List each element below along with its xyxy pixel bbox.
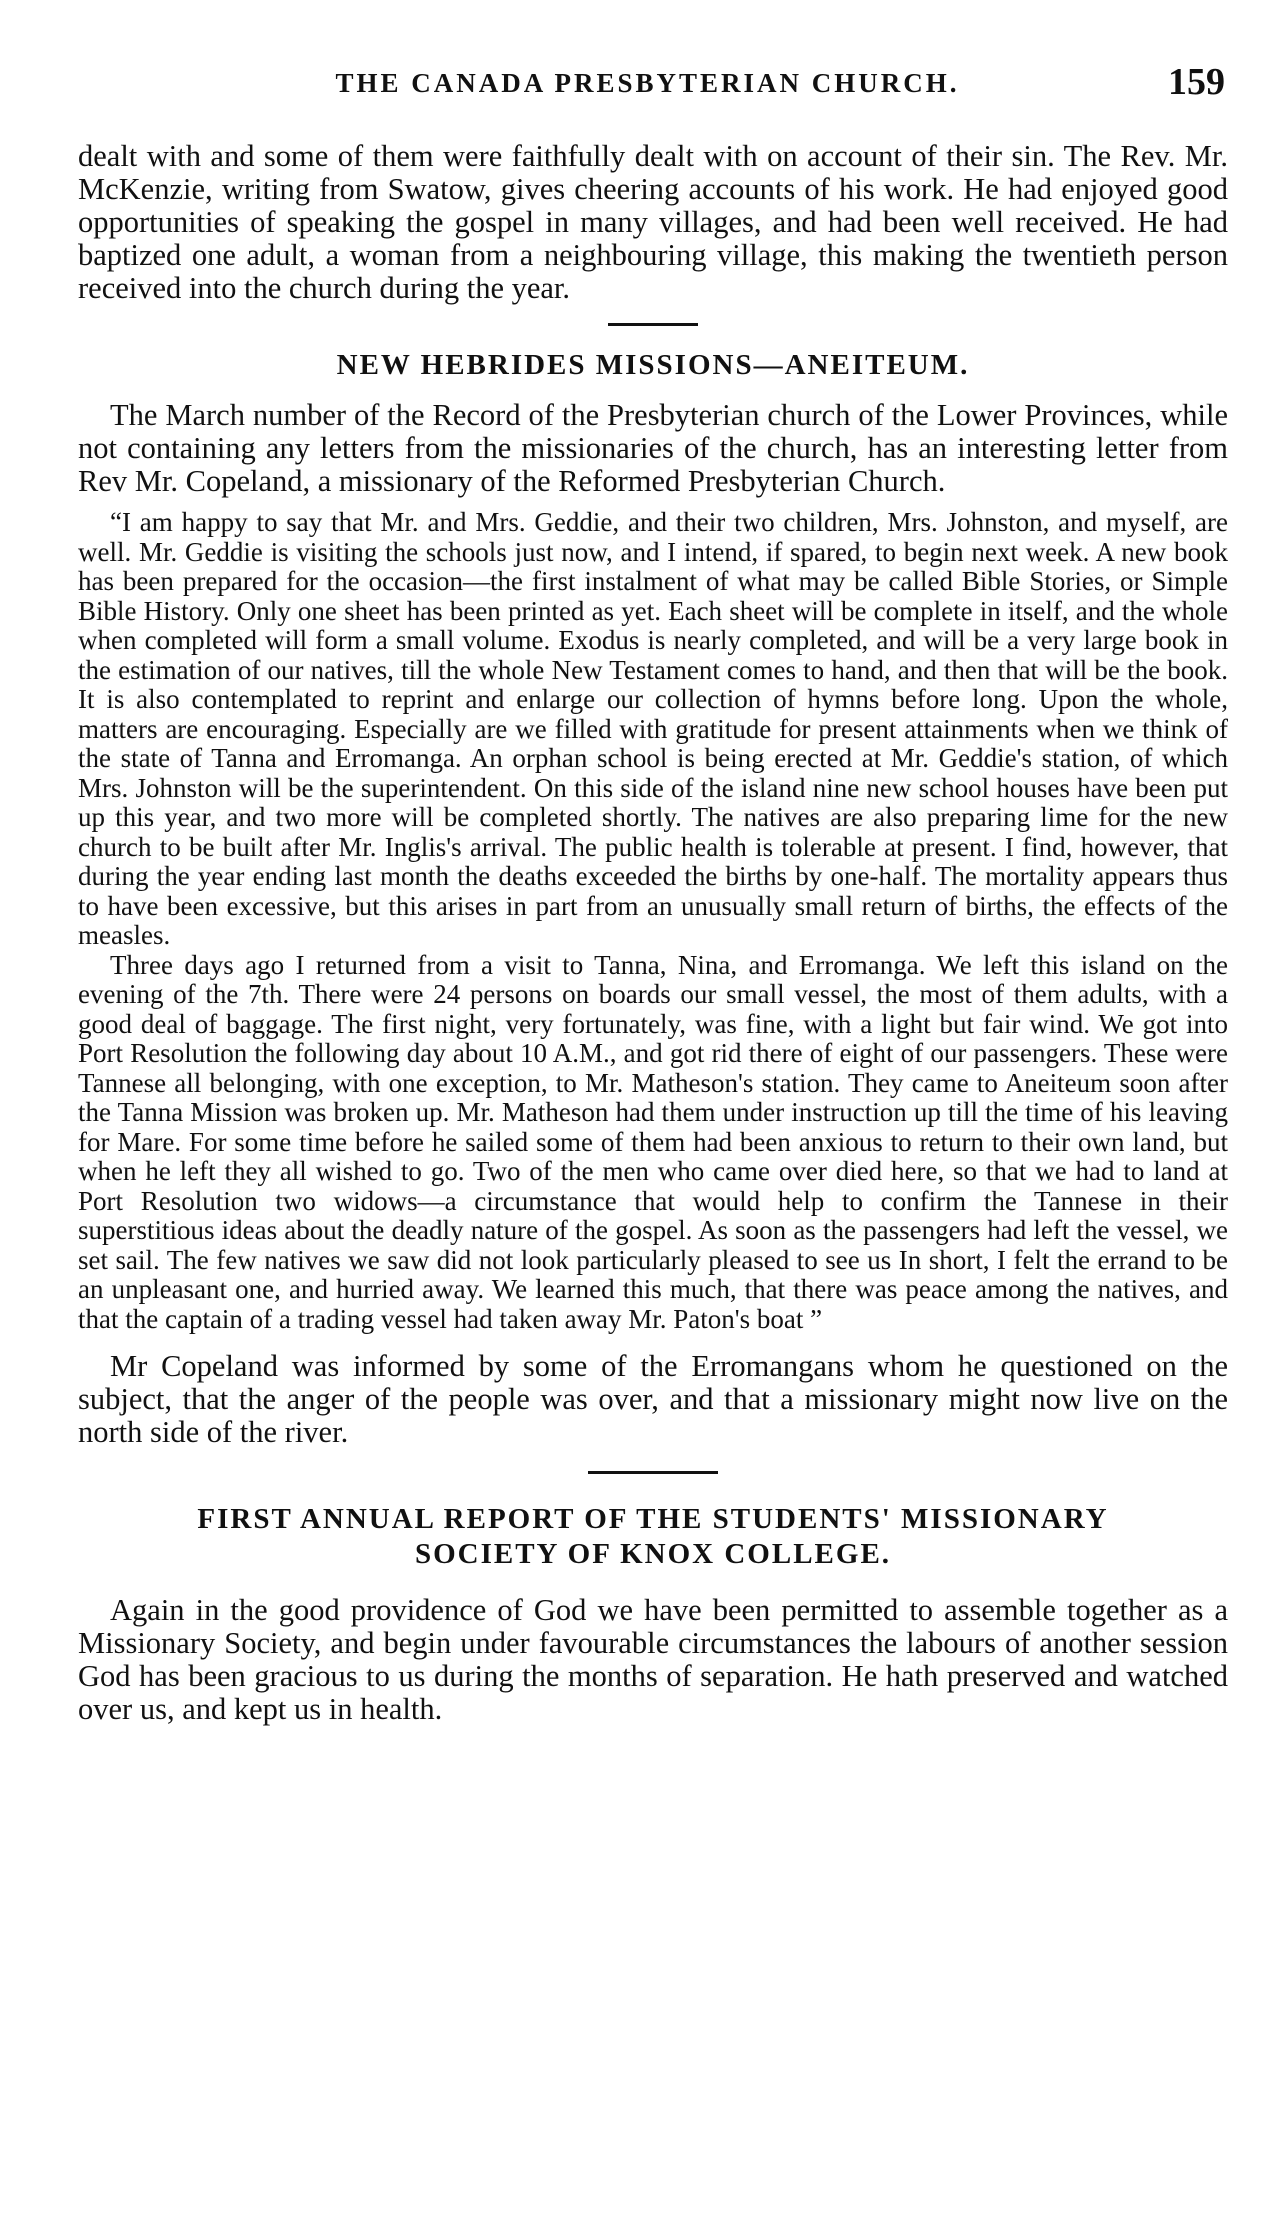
section-heading-annual-report-line-two: SOCIETY OF KNOX COLLEGE. xyxy=(414,1538,892,1570)
page-body xyxy=(78,140,1228,1726)
letter-paragraph: Three days ago I returned from a visit to Tanna, Nina, and Erromanga. We left this island on the evening of the 7th. There were 24 persons on boards our small vessel, the most of them adults, with a good deal of baggage. The first night, very fortunately, was fine, with a light but fair wind. We got into Port Resolution the following day about 10 A.M., and got rid there of eight of our passengers. These were Tannese all belonging, with one exception, to Mr. Matheson's station. They came to Aneiteum soon after the Tanna Mission was broken up. Mr. Matheson had them under instruction up till the time of his leaving for Mare. For some time before he sailed some of them had been anxious to return to their own land, but when he left they all wished to go. Two of the men who came over died here, so that we had to land at Port Resolution two widows—a circumstance that would help to confirm the Tannese in their superstitious ideas about the deadly nature of the gospel. As soon as the passengers had left the vessel, we set sail. The few natives we saw did not look particularly pleased to see us In short, I felt the errand to be an unpleasant one, and hurried away. We learned this much, that there was peace among the natives, and that the captain of a trading vessel had taken away Mr. Paton's boat ” xyxy=(78,949,1228,1334)
section-heading-annual-report-line-one: FIRST ANNUAL REPORT OF THE STUDENTS' MISSIONARY xyxy=(197,1503,1109,1535)
running-title: THE CANADA PRESBYTERIAN CHURCH. xyxy=(335,68,960,98)
letter-paragraph: “I am happy to say that Mr. and Mrs. Geddie, and their two children, Mrs. Johnston, and myself, are well. Mr. Geddie is visiting the schools just now, and I intend, if spared, to begin next week. A new book has been prepared for the occasion—the first instalment of what may be called Bible Stories, or Simple Bible History. Only one sheet has been printed as yet. Each sheet will be complete in itself, and the whole when completed will form a small volume. Exodus is nearly completed, and will be a very large book in the estimation of our natives, till the whole New Testament comes to hand, and then that will be the book. It is also contemplated to reprint and enlarge our collection of hymns before long. Upon the whole, matters are encouraging. Especially are we filled with gratitude for present attainments when we think of the state of Tanna and Erromanga. An orphan school is being erected at Mr. Geddie's station, of which Mrs. Johnston will be the superintendent. On this side of the island nine new school houses have been put up this year, and two more will be completed shortly. The natives are also preparing lime for the new church to be built after Mr. Inglis's arrival. The public health is tolerable at present. I find, however, that during the year ending last month the deaths exceeded the births by one-half. The mortality appears thus to have been excessive, but this arises in part from an unusually small return of births, the effects of the measles. xyxy=(78,507,1228,950)
running-head xyxy=(70,60,1225,110)
closing-paragraph: Mr Copeland was informed by some of the Erromangans whom he questioned on the subject, that the anger of the people was over, and that a missionary might now live on the north side of the river. xyxy=(78,1349,1228,1449)
section-divider-rule xyxy=(588,1471,718,1474)
intro-paragraph: dealt with and some of them were faithfully dealt with on account of their sin. The Rev. Mr. McKenzie, writing from Swatow, gives cheering accounts of his work. He had enjoyed good opportunities of speaking the gospel in many villages, and had been well received. He had baptized one adult, a woman from a neighbouring village, this making the twentieth person received into the church during the year. xyxy=(78,139,1228,305)
section-divider-rule xyxy=(608,323,698,326)
section-heading-new-hebrides: NEW HEBRIDES MISSIONS—ANEITEUM. xyxy=(336,349,970,381)
report-paragraph: Again in the good providence of God we have been permitted to assemble together as a Missionary Society, and begin under favourable circumstances the labours of another session God has been gracious to us during the months of separation. He hath preserved and watched over us, and kept us in health. xyxy=(78,1593,1228,1726)
page-number: 159 xyxy=(1168,61,1225,103)
lead-paragraph: The March number of the Record of the Presbyterian church of the Lower Provinces, while not containing any letters from the missionaries of the church, has an interesting letter from Rev Mr. Copeland, a missionary of the Reformed Presbyterian Church. xyxy=(78,398,1228,498)
